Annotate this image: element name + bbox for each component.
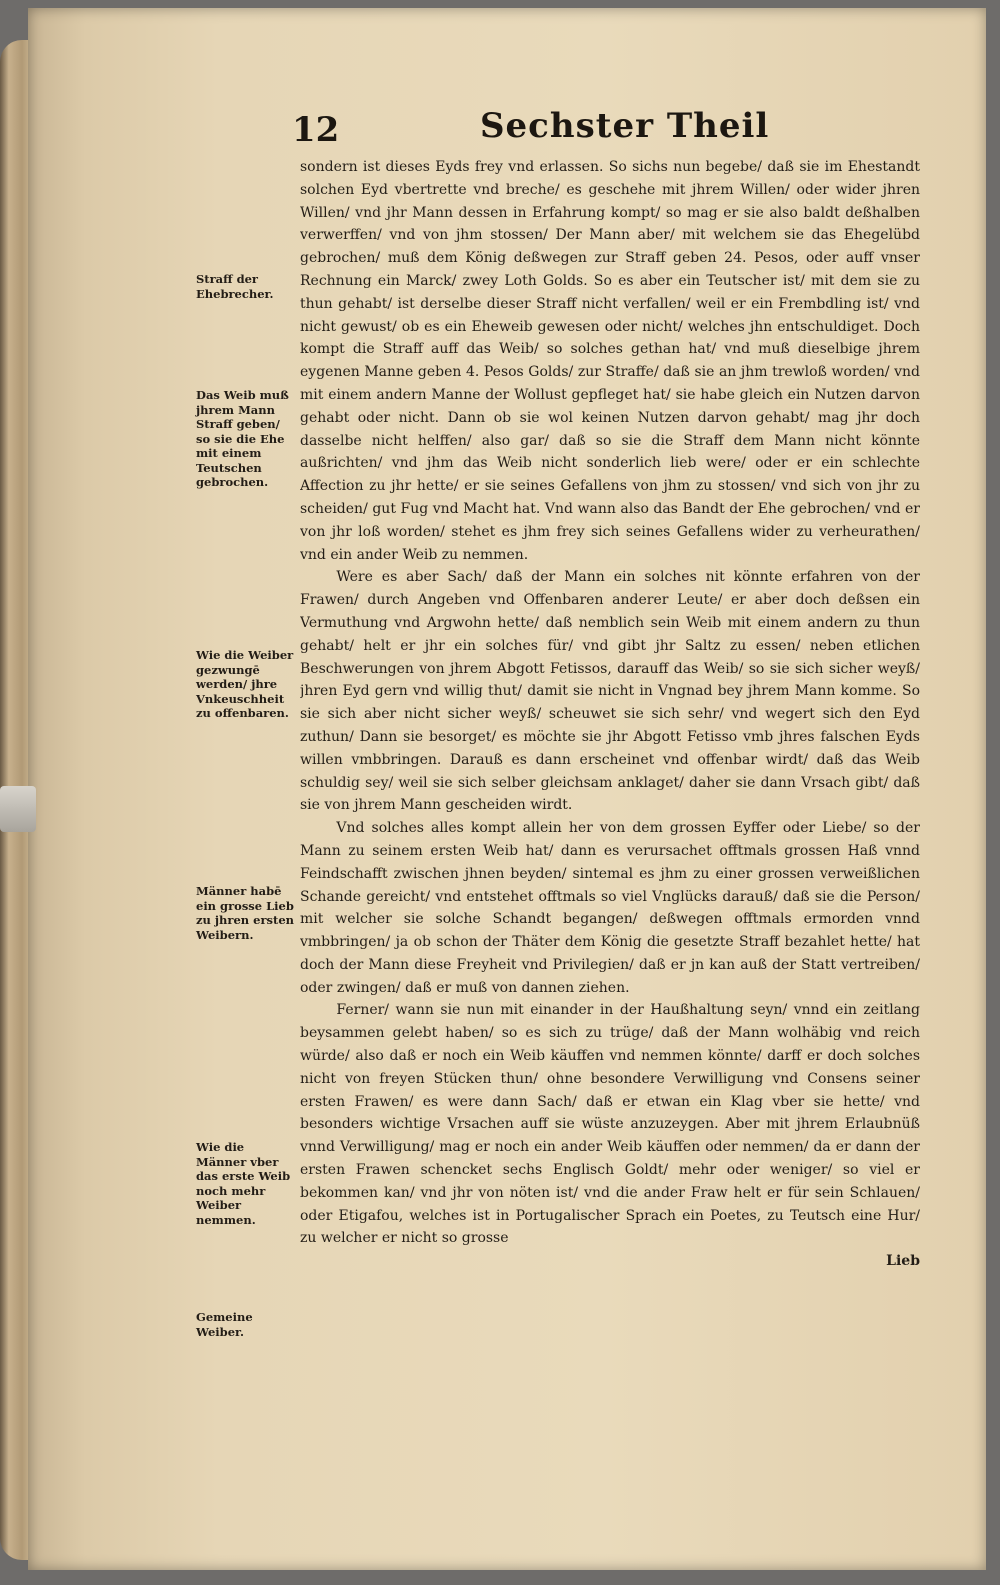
- catchword: Lieb: [886, 1253, 920, 1270]
- paragraph: sondern ist dieses Eyds frey vnd erlassen. So sichs nun begebe/ daß sie im Ehestandt solchen Eyd vbertrette vnd breche/ es geschehe mit jhrem Willen/ oder wider jhren Willen/ vnd jhr Mann dessen in Erfahrung kompt/ so mag er sie also baldt deßhalben verwerffen/ vnd von jhm stossen/ Der Mann aber/ mit welchem sie das Ehegelübd gebrochen/ muß dem König deßwegen zur Straff geben 24. Pesos, oder auff vnser Rechnung ein Marck/ zwey Loth Golds. So es aber ein Teutscher ist/ mit dem sie zu thun gehabt/ ist derselbe dieser Straff nicht verfallen/ weil er ein Frembdling ist/ vnd nicht gewust/ ob es ein Eheweib gewesen oder nicht/ welches jhn entschuldiget. Doch kompt die Straff auff das Weib/ so solches gethan hat/ vnd muß dieselbige jhrem eygenen Manne geben 4. Pesos Golds/ zur Straffe/ daß sie an jhm trewloß worden/ vnd mit einem andern Manne der Wollust gepfleget hat/ sie habe gleich ein Nutzen darvon gehabt oder nicht. Dann ob sie wol keinen Nutzen darvon gehabt/ mag jhr doch dasselbe nicht helffen/ also gar/ daß so sie die Straff dem Mann nicht könnte außrichten/ vnd jhm das Weib nicht sonderlich lieb were/ oder er ein schlechte Affection zu jhr hette/ er sie seines Gefallens von jhm zu stossen/ vnd sich von jhr zu scheiden/ gut Fug vnd Macht hat. Vnd wann also das Bandt der Ehe gebrochen/ vnd er von jhr loß worden/ stehet es jhm frey sich seines Gefallens wider zu verheurathen/ vnd ein ander Weib zu nemmen.: [300, 159, 920, 563]
- margin-note: Das Weib muß jhrem Mann Straff geben/ so sie die Ehe mit einem Teutschen gebrochen.: [196, 388, 289, 489]
- margin-note: Männer habē ein grosse Lieb zu jhren ersten Weibern.: [196, 884, 294, 942]
- paragraph: Were es aber Sach/ daß der Mann ein solches nit könnte erfahren von der Frawen/ durch Angeben vnd Offenbaren anderer Leute/ er aber doch deßsen ein Vermuthung vnd Argwohn hette/ daß nemblich sein Weib mit einem andern zu thun gehabt/ helt er jhr ein solches für/ vnd gibt jhr Saltz zu essen/ neben etlichen Beschwerungen von jhrem Abgott Fetissos, darauff das Weib/ so sie sich sicher weyß/ jhren Eyd gern vnd willig thut/ damit sie nicht in Vngnad bey jhrem Mann komme. So sie sich aber nicht sicher weyß/ scheuwet sie sich sehr/ vnd wegert sich den Eyd zuthun/ Dann sie besorget/ es möchte sie jhr Abgott Fetisso vmb jhres falschen Eyds willen vmbbringen. Darauß es dann erscheinet vnd offenbar wirdt/ daß das Weib schuldig sey/ weil sie sich selber gleichsam anklaget/ daher sie dann Vrsach gibt/ daß sie von jhrem Mann gescheiden wirdt.: [300, 569, 920, 814]
- page-clip: [0, 786, 36, 832]
- margin-note: Wie die Weiber gezwungē werden/ jhre Vnkeuschheit zu offenbaren.: [196, 648, 294, 720]
- page-header: [270, 106, 930, 152]
- margin-note: Wie die Männer vber das erste Weib noch mehr Weiber nemmen.: [196, 1140, 291, 1227]
- paragraph: Ferner/ wann sie nun mit einander in der Haußhaltung seyn/ vnnd ein zeitlang beysammen gelebt haben/ so es sich zu trüge/ daß der Mann wolhäbig vnd reich würde/ also daß er noch ein Weib käuffen vnd nemmen könnte/ darff er doch solches nicht von freyen Stücken thun/ ohne besondere Verwilligung vnd Consens seiner ersten Frawen/ es were dann Sach/ daß er etwan ein Klag vber sie hette/ vnd besonders wichtige Vrsachen auff sie wüste anzuzeygen. Aber mit jhrem Erlaubnüß vnnd Verwilligung/ mag er noch ein ander Weib käuffen oder nemmen/ da er dann der ersten Frawen schencket sechs Englisch Goldt/ mehr oder weniger/ so viel er bekommen kan/ vnd jhr von nöten ist/ vnd die ander Fraw helt er für sein Schlauen/ oder Etigafou, welches ist in Portugalischer Sprach ein Poetes, zu Teutsch eine Hur/ zu welcher er nicht so grosse: [300, 1002, 920, 1247]
- page-number: 12: [292, 110, 340, 150]
- running-title: Sechster Theil: [480, 106, 770, 146]
- paragraph: Vnd solches alles kompt allein her von dem grossen Eyffer oder Liebe/ so der Mann zu seinem ersten Weib hat/ dann es verursachet offtmals grossen Haß vnnd Feindschafft zwischen jhnen beyden/ sintemal es jhm zu einer grossen verweißlichen Schande gereicht/ vnd entstehet offtmals so viel Vnglücks darauß/ daß sie die Person/ mit welcher sie solche Schandt begangen/ deßwegen offtmals ermorden vnnd vmbbringen/ ja ob schon der Thäter dem König die gesetzte Straff bezahlet hette/ hat doch der Mann diese Freyheit vnd Privilegien/ daß er jn kan auß der Statt vertreiben/ oder zwingen/ daß er muß von dannen ziehen.: [300, 820, 920, 996]
- margin-note: Gemeine Weiber.: [196, 1310, 253, 1339]
- margin-note: Straff der Ehebrecher.: [196, 272, 274, 301]
- main-text: [300, 156, 920, 1566]
